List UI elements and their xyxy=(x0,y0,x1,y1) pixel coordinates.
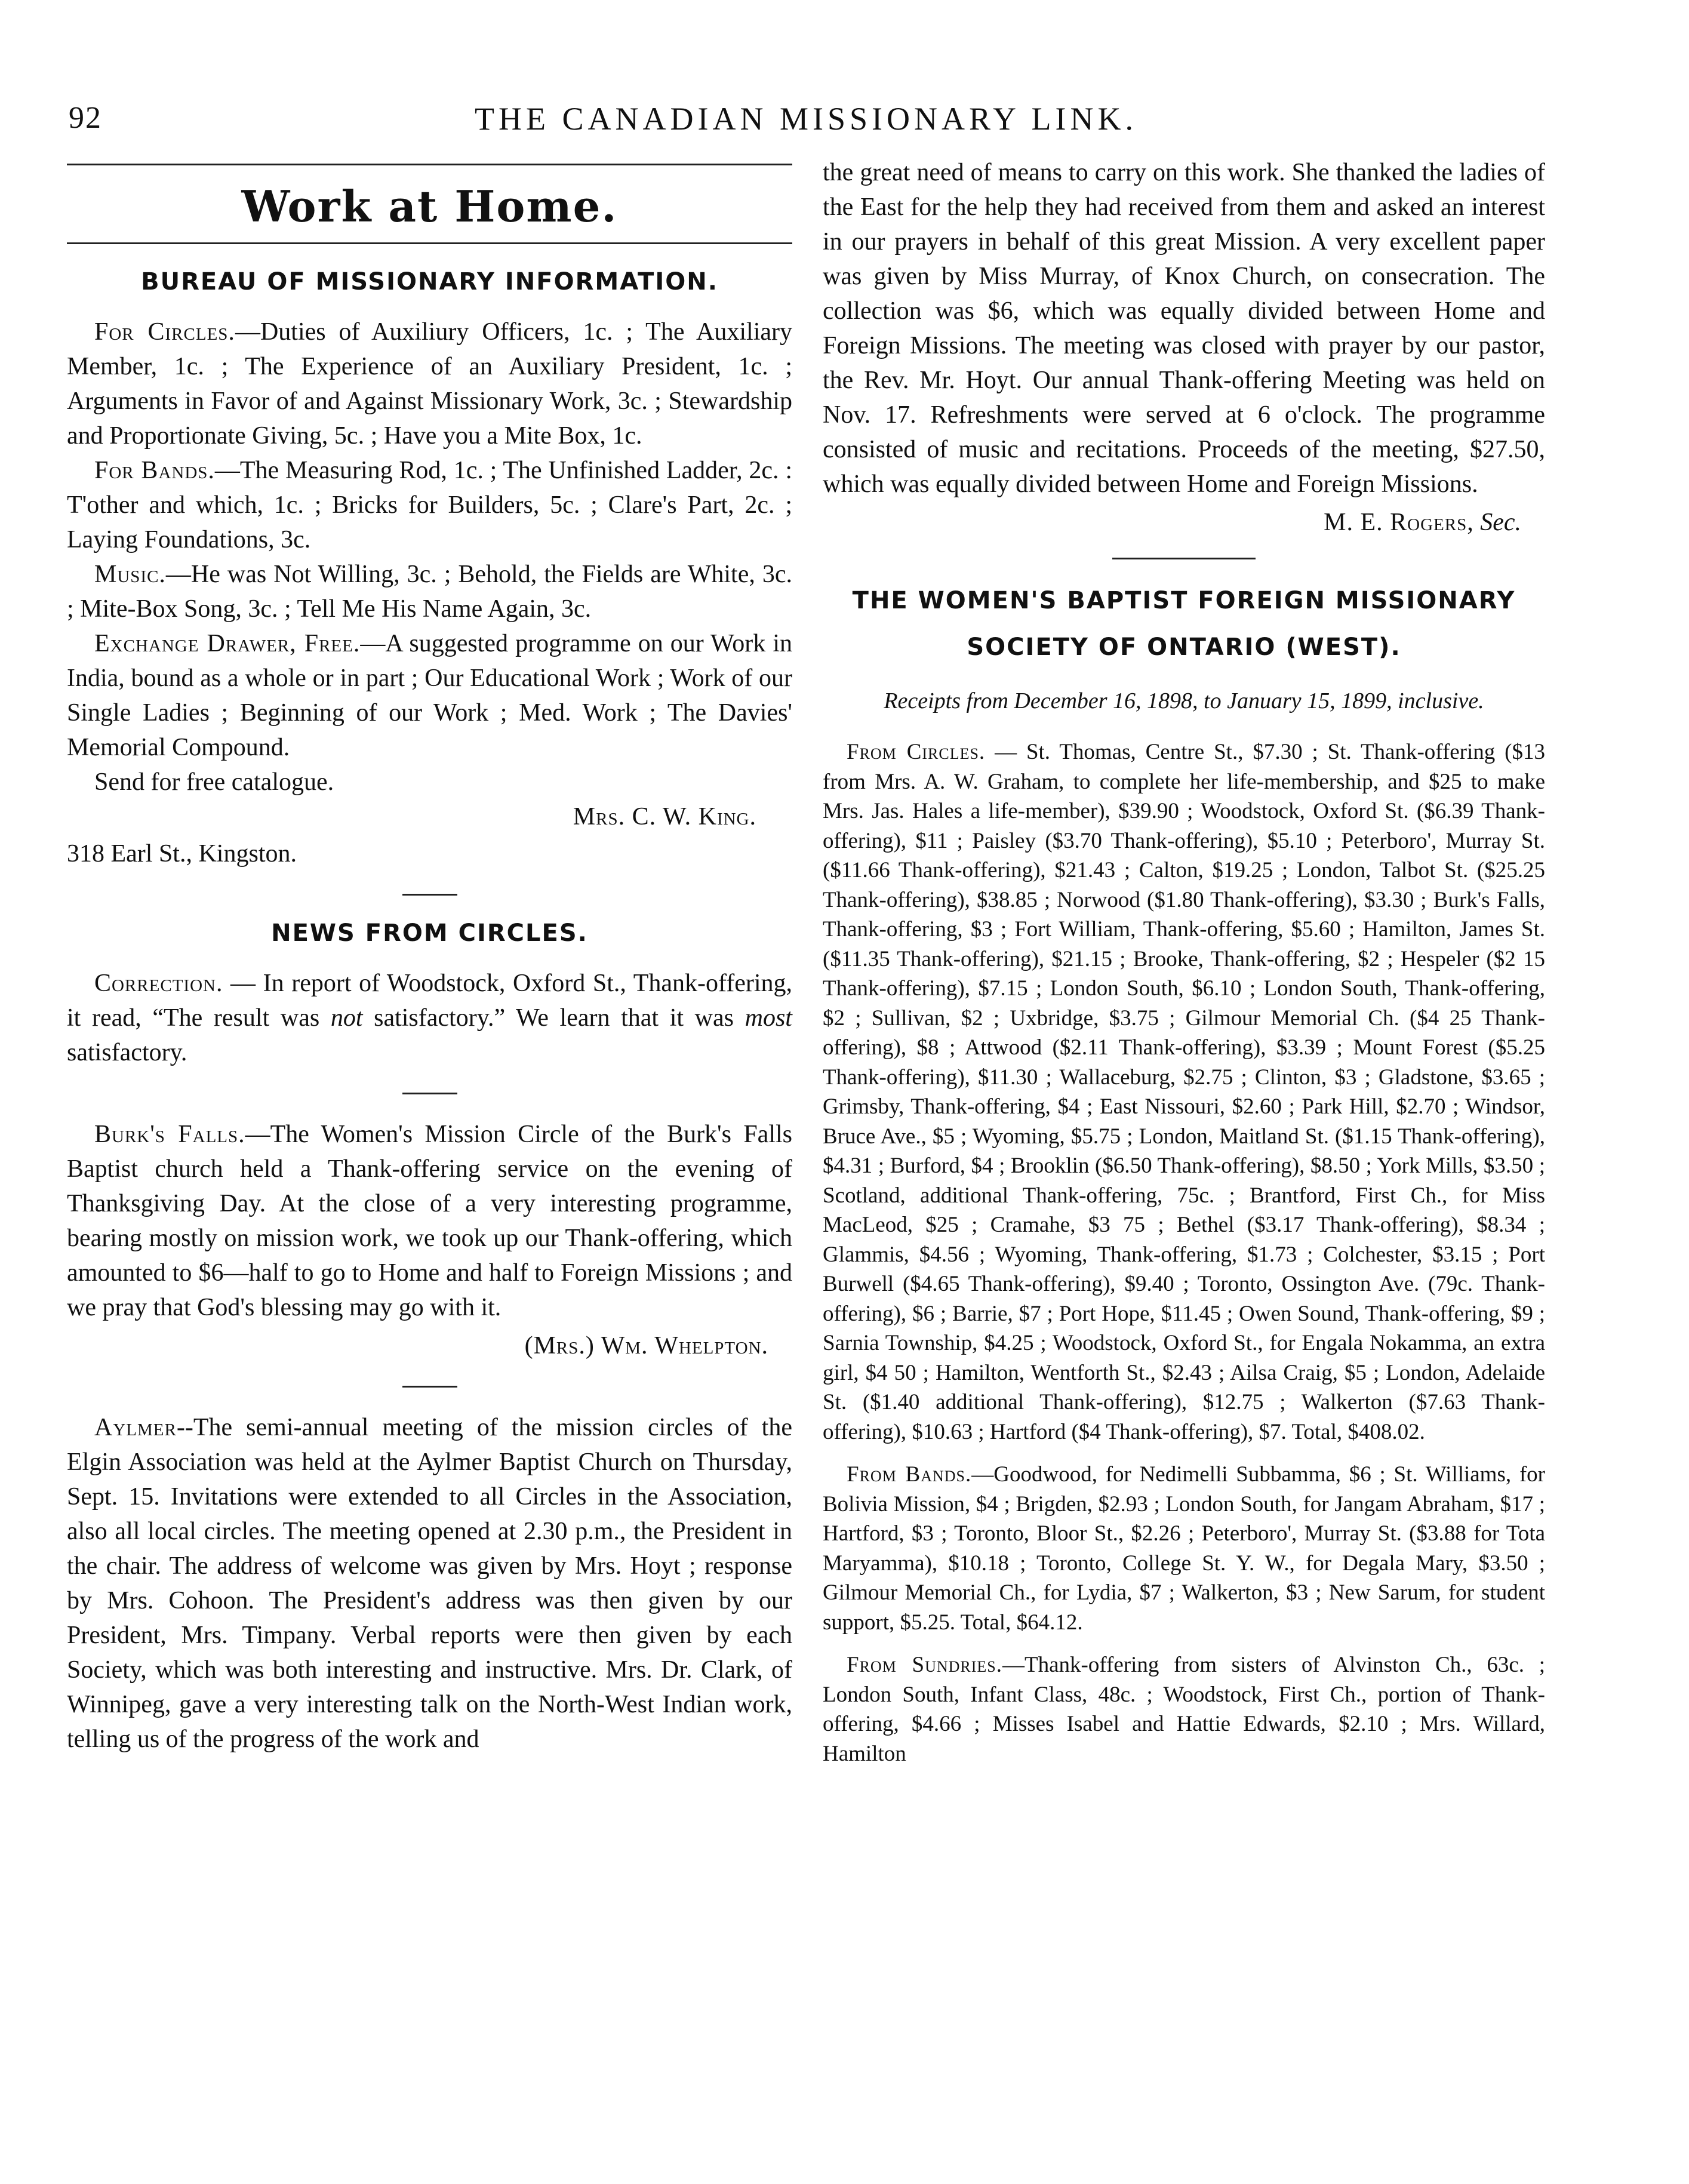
receipts-circles xyxy=(823,737,1545,1447)
receipts-sundries xyxy=(823,1650,1545,1768)
bureau-circles-label: For Circles. xyxy=(94,318,235,346)
bureau-bands-label: For Bands. xyxy=(94,457,215,484)
bureau-bands-paragraph xyxy=(67,453,792,557)
left-column xyxy=(67,155,792,1757)
receipts-bands-text: —Goodwood, for Nedimelli Subbamma, $6 ; St. Williams, for Bolivia Mission, $4 ; Brigden, $2.93 ; London South, for Jangam Abraham, $17 ; Hartford, $3 ; Toronto, Bloor St., $2.26 ; Peterboro', Murray St. ($3.88 for Tota Maryamma), $10.18 ; Toronto, College St. Y. W., for Degala Mary, $3.50 ; Gilmour Memorial Ch., for Lydia, $7 ; Walkerton, $3 ; New Sarum, for student support, $5.25. Total, $64.12. xyxy=(823,1462,1545,1635)
bureau-address: 318 Earl St., Kingston. xyxy=(67,840,297,868)
divider xyxy=(67,164,792,165)
bureau-circles-paragraph xyxy=(67,315,792,453)
correction-text: satisfactory. xyxy=(67,1039,187,1066)
aylmer-continuation: the great need of means to carry on this work. She thanked the ladies of the East for the help they had received from them and asked an interest in our prayers in behalf of this great Mission. A very excellent paper was given by Miss Murray, of Knox Church, on consecration. The collection was $6, which was equally divided between Home and Foreign Missions. The meeting was closed with prayer by our pastor, the Rev. Mr. Hoyt. Our annual Thank-offering Meeting was held on Nov. 17. Refreshments were served at 6 o'clock. The programme consisted of music and recitations. Proceeds of the meeting, $27.50, which was equally divided between Home and Foreign Missions. xyxy=(823,159,1545,498)
correction-text: — In report of Woodstock, Oxford St., Thank-offering, it read, “The result was xyxy=(67,970,792,1032)
bureau-exchange-label: Exchange Drawer, Free. xyxy=(94,630,361,657)
bureau-exchange-text: —A suggested programme on our Work in India, bound as a whole or in part ; Our Educational Work ; Work of our Single Ladies ; Beginning of our Work ; Med. Work ; The Davies' Memorial Compound. xyxy=(67,630,792,761)
society-heading-line-1: THE WOMEN'S BAPTIST FOREIGN MISSIONARY xyxy=(852,587,1516,614)
bureau-exchange-paragraph xyxy=(67,626,792,765)
right-column xyxy=(823,155,1545,1782)
divider xyxy=(67,242,792,244)
bureau-bands-text: —The Measuring Rod, 1c. ; The Unfinished Ladder, 2c. : T'other and which, 1c. ; Bricks for Builders, 5c. ; Clare's Part, 2c. ; Laying Foundations, 3c. xyxy=(67,457,792,553)
receipts-bands xyxy=(823,1460,1545,1637)
aylmer-text: --The semi-annual meeting of the mission circles of the Elgin Association was held at the Aylmer Baptist Church on Thursday, Sept. 15. Invitations were extended to all Circles in the Association, also all local circles. The meeting opened at 2.30 p.m., the President in the chair. The address of welcome was given by Mrs. Hoyt ; response by Mrs. Cohoon. The President's address was then given by our President, Mrs. Timpany. Verbal reports were then given by each Society, which was both interesting and instructive. Mrs. Dr. Clark, of Winnipeg, gave a very interesting talk on the North-West Indian work, telling us of the progress of the work and xyxy=(67,1414,792,1753)
bureau-signature-block xyxy=(67,799,792,871)
page-number: 92 xyxy=(69,101,102,135)
correction-emphasis-not: not xyxy=(330,1004,363,1032)
burks-falls-label: Burk's Falls. xyxy=(94,1121,245,1148)
receipts-circles-label: From Circles. xyxy=(847,740,986,764)
correction-emphasis-most: most xyxy=(744,1004,792,1032)
aylmer-label: Aylmer xyxy=(94,1414,177,1441)
continuation-signature-name: M. E. Rogers, xyxy=(1324,509,1474,536)
society-heading xyxy=(823,577,1545,670)
running-header xyxy=(69,100,1543,154)
aylmer-paragraph xyxy=(67,1410,792,1757)
bureau-signature: Mrs. C. W. King. xyxy=(573,803,756,830)
receipts-sundries-label: From Sundries. xyxy=(847,1653,1003,1677)
receipts-sundries-text: —Thank-offering from sisters of Alvinston Ch., 63c. ; London South, Infant Class, 48c. ; Woodstock, First Ch., portion of Thank-offering, $4.66 ; Misses Isabel and Hattie Edwards, $2.10 ; Mrs. Willard, Hamilton xyxy=(823,1653,1546,1766)
section-title: Work at Home. xyxy=(241,181,618,232)
bureau-music-label: Music. xyxy=(94,561,166,588)
bureau-music-paragraph xyxy=(67,557,792,626)
receipts-bands-label: From Bands. xyxy=(847,1462,972,1487)
continuation-signature-sec: Sec. xyxy=(1480,509,1521,536)
burks-falls-text: —The Women's Mission Circle of the Burk's Falls Baptist church held a Thank-offering service on the evening of Thanksgiving Day. At the close of a very interesting programme, bearing mostly on mission work, we took up our Thank-offering, which amounted to $6—half to go to Home and half to Foreign Missions ; and we pray that God's blessing may go with it. xyxy=(67,1121,792,1321)
news-heading: NEWS FROM CIRCLES. xyxy=(271,919,588,947)
correction-paragraph xyxy=(67,966,792,1070)
divider xyxy=(1112,558,1256,559)
bureau-circles-text: —Duties of Auxiliury Officers, 1c. ; The Auxiliary Member, 1c. ; The Experience of an Auxiliary President, 1c. ; Arguments in Favor of and Against Missionary Work, 3c. ; Stewardship and Proportionate Giving, 5c. ; Have you a Mite Box, 1c. xyxy=(67,318,792,450)
catalogue-note: Send for free catalogue. xyxy=(94,768,334,796)
burks-falls-signature: (Mrs.) Wm. Whelpton. xyxy=(524,1332,768,1359)
divider xyxy=(402,1386,457,1388)
correction-label: Correction. xyxy=(94,970,223,997)
receipts-subtitle: Receipts from December 16, 1898, to January 15, 1899, inclusive. xyxy=(884,688,1484,713)
divider xyxy=(402,1093,457,1094)
continuation-signature xyxy=(823,505,1545,540)
journal-title: THE CANADIAN MISSIONARY LINK. xyxy=(475,101,1137,137)
burks-falls-paragraph xyxy=(67,1117,792,1325)
bureau-heading: BUREAU OF MISSIONARY INFORMATION. xyxy=(141,268,718,296)
receipts-circles-text: — St. Thomas, Centre St., $7.30 ; St. Thank-offering ($13 from Mrs. A. W. Graham, to complete her life-membership, and $25 to make Mrs. Jas. Hales a life-member), $39.90 ; Woodstock, Oxford St. ($6.39 Thank-offering), $11 ; Paisley ($3.70 Thank-offering), $5.10 ; Peterboro', Murray St. ($11.66 Thank-offering), $21.43 ; Calton, $19.25 ; London, Talbot St. ($25.25 Thank-offering), $38.85 ; Norwood ($1.80 Thank-offering), $3.30 ; Burk's Falls, Thank-offering, $3 ; Fort William, Thank-offering, $5.60 ; Hamilton, James St. ($11.35 Thank-offering), $21.15 ; Brooke, Thank-offering, $2 ; Hespeler ($2 15 Thank-offering), $7.15 ; London South, $6.10 ; London South, Thank-offering, $2 ; Sullivan, $2 ; Uxbridge, $3.75 ; Gilmour Memorial Ch. ($4 25 Thank-offering), $8 ; Attwood ($2.11 Thank-offering), $3.39 ; Mount Forest ($5.25 Thank-offering), $11.30 ; Wallaceburg, $2.75 ; Clinton, $3 ; Gladstone, $3.65 ; Grimsby, Thank-offering, $4 ; East Nissouri, $2.60 ; Park Hill, $2.70 ; Windsor, Bruce Ave., $5 ; Wyoming, $5.75 ; London, Maitland St. ($1.15 Thank-offering), $4.31 ; Burford, $4 ; Brooklin ($6.50 Thank-offering), $8.50 ; York Mills, $3.50 ; Scotland, additional Thank-offering, 75c. ; Brantford, First Ch., for Miss MacLeod, $25 ; Cramahe, $3 75 ; Bethel ($3.17 Thank-offering), $8.34 ; Glammis, $4.56 ; Wyoming, Thank-offering, $1.73 ; Colchester, $3.15 ; Port Burwell ($4.65 Thank-offering), $9.40 ; Toronto, Ossington Ave. (79c. Thank-offering), $6 ; Barrie, $7 ; Port Hope, $11.45 ; Owen Sound, Thank-offering, $9 ; Sarnia Township, $4.25 ; Woodstock, Oxford St., for Engala Nokamma, an extra girl, $4 50 ; Hamilton, Wentforth St., $2.43 ; Ailsa Craig, $5 ; London, Adelaide St. ($1.40 additional Thank-offering), $12.75 ; Walkerton ($7.63 Thank-offering), $10.63 ; Hartford ($4 Thank-offering), $7. Total, $408.02. xyxy=(823,740,1545,1444)
correction-text: satisfactory.” We learn that it was xyxy=(362,1004,745,1032)
society-heading-line-2: SOCIETY OF ONTARIO (WEST). xyxy=(967,633,1401,661)
bureau-music-text: —He was Not Willing, 3c. ; Behold, the Fields are White, 3c. ; Mite-Box Song, 3c. ; Tell Me His Name Again, 3c. xyxy=(67,561,792,623)
divider xyxy=(402,894,457,896)
